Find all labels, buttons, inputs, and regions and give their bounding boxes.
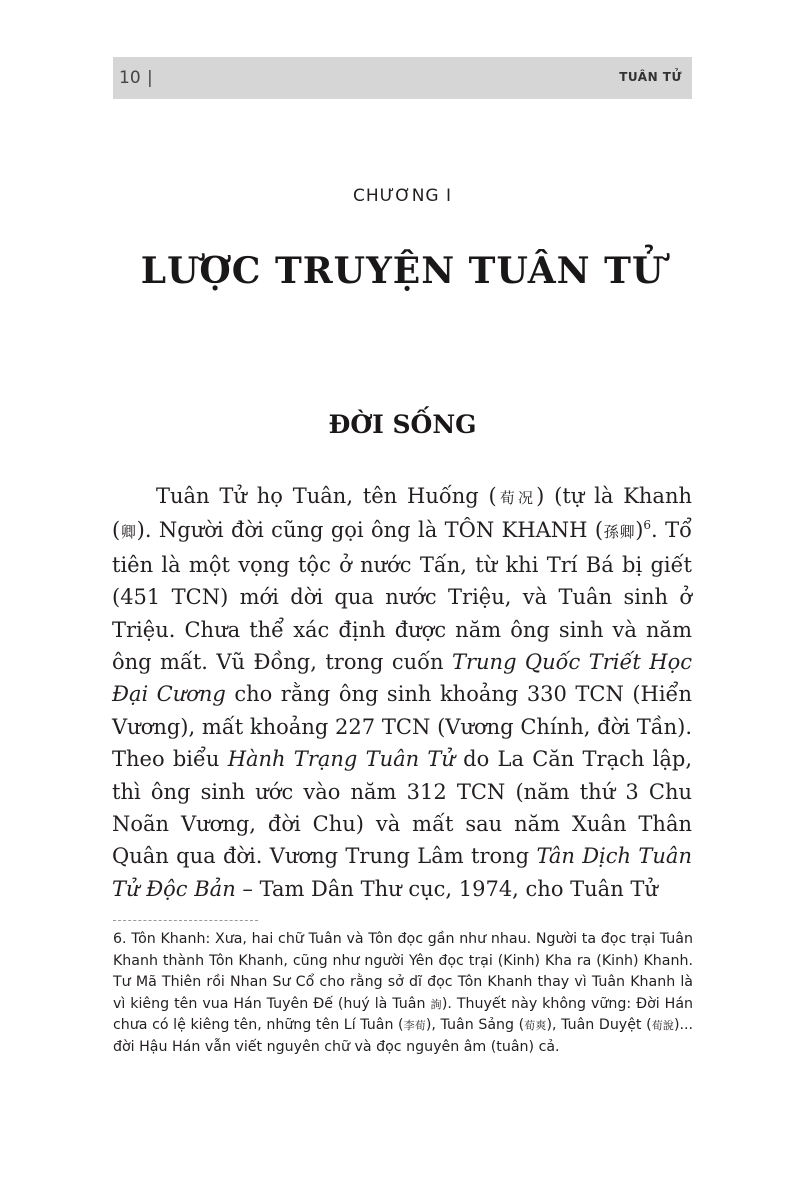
running-header <box>113 57 692 99</box>
body-text-run: ) (tự là Khanh ( <box>112 484 692 543</box>
running-title: TUÂN TỬ <box>619 70 682 84</box>
han-characters: 荀說 <box>651 1019 674 1032</box>
page-number: 10 <box>119 68 141 88</box>
han-characters: 李荀 <box>403 1019 426 1032</box>
book-title: Trung Quốc Triết Học Đại Cương <box>112 650 692 707</box>
body-text-run: – Tam Dân Thư cục, 1974, cho Tuân Tử <box>235 876 658 901</box>
page-separator: | <box>147 68 153 88</box>
han-characters: 荀爽 <box>524 1019 547 1032</box>
body-text-run: cho rằng ông sinh khoảng 330 TCN (Hiển Vương), mất khoảng 227 TCN (Vương Chính, đời Tần). Theo biểu <box>112 682 692 772</box>
body-text-run: Tuân Tử họ Tuân, tên Huống ( <box>156 484 497 508</box>
han-characters: 孫卿 <box>603 523 636 542</box>
han-characters: 卿 <box>120 523 137 542</box>
section-title: ĐỜI SỐNG <box>328 410 477 439</box>
footnote-text-run: ), Tuân Duyệt ( <box>546 1017 652 1033</box>
footnote-text-run: )... đời Hậu Hán vẫn viết nguyên chữ và đọc nguyên âm (tuân) cả. <box>113 1017 694 1055</box>
book-title: Tân Dịch Tuân Tử Độc Bản <box>112 844 692 901</box>
han-characters: 荀况 <box>496 489 537 507</box>
body-paragraph <box>112 480 692 905</box>
footnote-reference: 6 <box>643 518 652 533</box>
body-text-run: ) <box>635 518 644 543</box>
footnote <box>113 929 693 1058</box>
chapter-label: CHƯƠNG I <box>352 186 453 206</box>
han-characters: 詢 <box>430 997 442 1011</box>
book-title: Hành Trạng Tuân Tử <box>227 747 455 772</box>
body-text-run: . Tổ tiên là một vọng tộc ở nước Tấn, từ khi Trí Bá bị giết (451 TCN) mới dời qua nước Triệu, và Tuân sinh ở Triệu. Chưa thể xác định được năm ông sinh và năm ông mất. Vũ Đồng, trong cuốn <box>112 518 692 675</box>
body-text-run: ). Người đời cũng gọi ông là TÔN KHANH ( <box>136 518 604 543</box>
footnote-text-run: ). Thuyết này không vững: Đời Hán chưa có lệ kiêng tên, những tên Lí Tuân ( <box>113 995 694 1033</box>
footnote-text-run: 6. Tôn Khanh: Xưa, hai chữ Tuân và Tôn đọc gần như nhau. Người ta đọc trại Tuân Khanh thành Tôn Khanh, cũng như người Yên đọc trại (Kinh) Kha ra (Kinh) Khanh. Tư Mã Thiên rồi Nhan Sư Cổ cho rằng sở dĩ đọc Tôn Khanh thay vì Tuân Khanh là vì kiêng tên vua Hán Tuyên Đế (huý là Tuân <box>113 931 693 1012</box>
body-text-run: do La Căn Trạch lập, thì ông sinh ước vào năm 312 TCN (năm thứ 3 Chu Noãn Vương, đời Chu) và mất sau năm Xuân Thân Quân qua đời. Vương Trung Lâm trong <box>112 747 692 869</box>
footnote-text-run: ), Tuân Sảng ( <box>425 1017 525 1033</box>
footnote-divider <box>113 920 258 921</box>
chapter-title: LƯỢC TRUYỆN TUÂN TỬ <box>140 250 665 292</box>
